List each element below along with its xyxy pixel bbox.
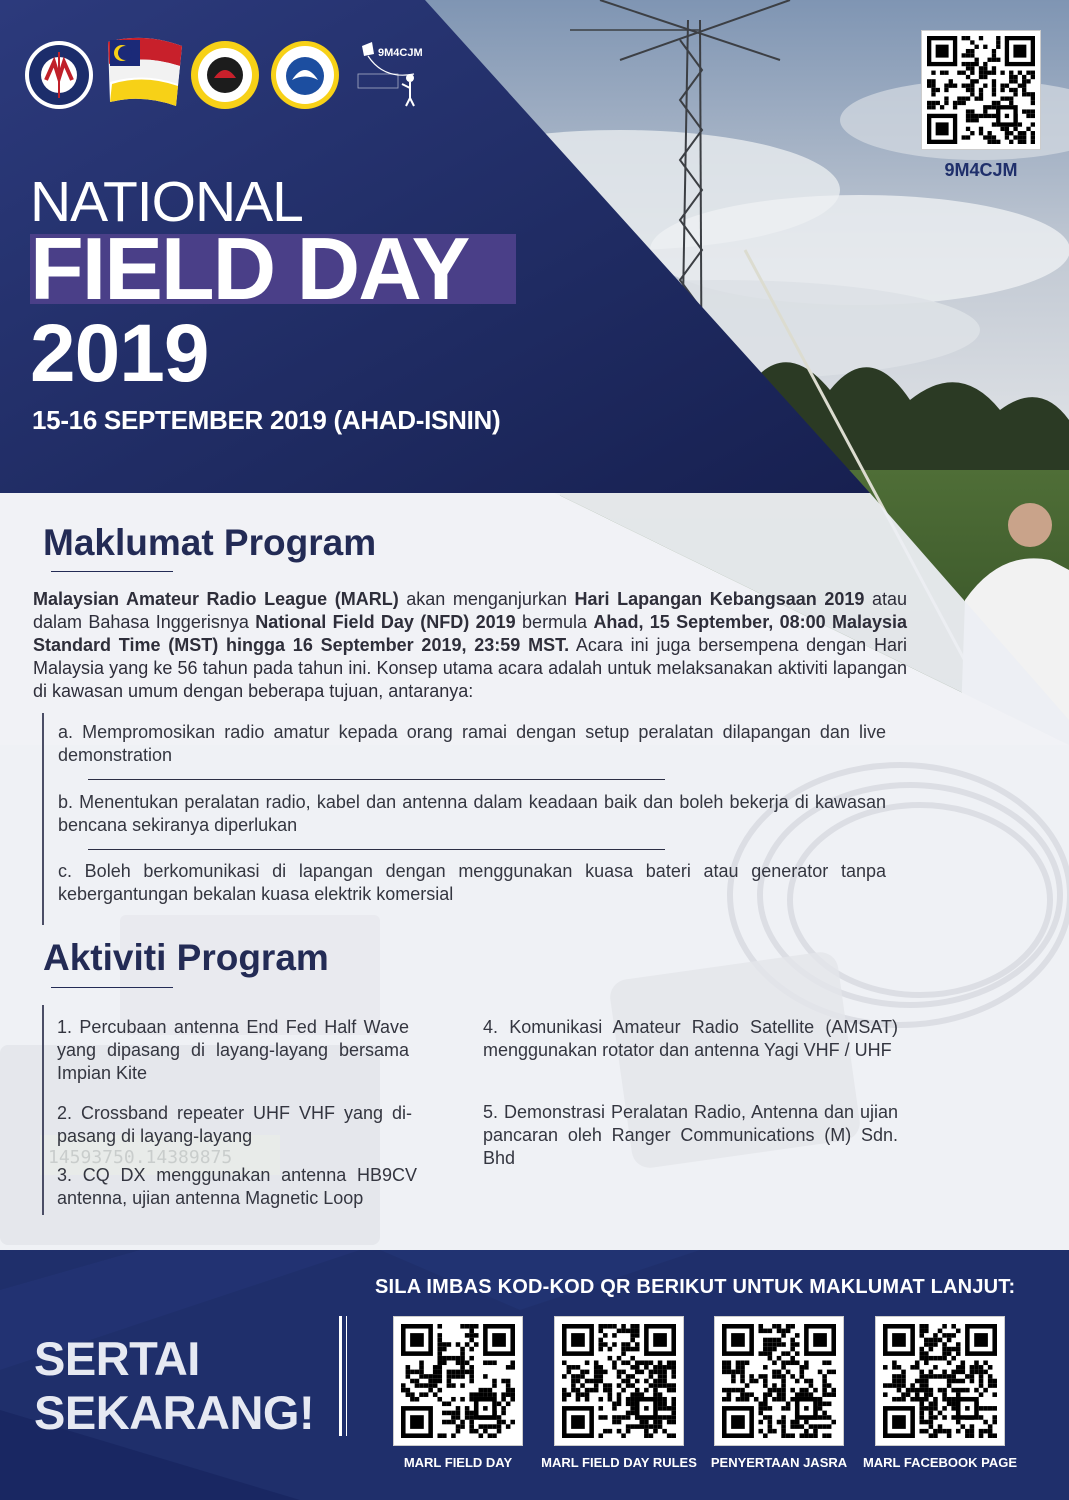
aktiviti-item-5: 5. Demonstrasi Peralatan Radio, Antenna dan ujian pancaran oleh Ranger Communications (M) Sdn. Bhd [483,1102,898,1168]
qr-icon [927,36,1035,144]
qr-caption-marl-rules: MARL FIELD DAY RULES [541,1455,697,1470]
cta-line-1: SERTAI [34,1332,200,1385]
item-separator [88,779,665,780]
maklumat-item-b: b. Menentukan peralatan radio, kabel dan antenna dalam keadaan baik dan boleh bekerja di kawasan bencana sekiranya diperlukan [58,792,886,835]
intro-text: bermula [515,612,594,632]
qr-prompt-text: SILA IMBAS KOD-KOD QR BERIKUT UNTUK MAKLUMAT LANJUT: [375,1276,1016,1298]
marl-emblem-icon [24,40,94,110]
maklumat-underline [51,571,173,572]
kite-antenna-icon [354,40,426,108]
title-national: NATIONAL [30,170,303,234]
intro-text: atau dalam Bahasa Inggerisnya [33,589,908,632]
intro-text: Acara ini juga bersempena dengan Hari Malaysia yang ke 56 tahun pada tahun ini. Konsep utama acara adalah untuk melaksanakan aktiviti lapangan di kawasan umum dengan beberapa tujuan, antaranya: [33,635,907,701]
qr-caption-marl-field-day: MARL FIELD DAY [403,1455,513,1470]
qr-caption-jasra: PENYERTAAN JASRA [710,1455,848,1470]
maklumat-item-c: c. Boleh berkomunikasi di lapangan dengan menggunakan kuasa bateri atau generator tanpa kebergantungan bekalan kuasa elektrik komersial [58,861,886,904]
maklumat-list-bar [42,713,44,925]
qr-caption-facebook: MARL FACEBOOK PAGE [862,1455,1018,1470]
qr-code-callsign[interactable] [921,30,1041,150]
title-field-day: FIELD DAY [30,219,469,318]
maklumat-intro [33,588,907,703]
intro-emphasis: Malaysian Amateur Radio League (MARL) [33,589,399,609]
intro-emphasis: Ahad, 15 September, 08:00 Malaysia Standard Time (MST) hingga 16 September 2019, 23:59 MST. [33,612,908,655]
intro-text: akan menganjurkan [398,589,575,609]
aktiviti-item-1: 1. Percubaan antenna End Fed Half Wave yang dipasang di layang-layang bersama Impian Kite [57,1017,409,1083]
qr-icon [401,1324,515,1438]
maklumat-item-a: a. Mempromosikan radio amatur kepada orang ramai dengan setup peralatan dilapangan dan live demonstration [58,722,886,765]
qr-code-marl-rules[interactable] [554,1316,684,1446]
aktiviti-list-bar [42,1005,44,1215]
svg-text:9M4CJM: 9M4CJM [378,47,423,59]
footer-divider-thin [346,1316,347,1436]
qr-icon [722,1324,836,1438]
event-date: 15-16 SEPTEMBER 2019 (AHAD-ISNIN) [32,405,501,435]
johor-club-logo [190,40,260,110]
aktiviti-item-2: 2. Crossband repeater UHF VHF yang di- pasang di layang-layang [57,1103,412,1146]
qr-code-jasra[interactable] [714,1316,844,1446]
cta-join-now [34,1332,314,1440]
malaysia-flag-icon [104,36,184,108]
cta-line-2: SEKARANG! [34,1386,315,1439]
intro-emphasis: Hari Lapangan Kebangsaan 2019 [574,589,865,609]
qr-icon [562,1324,676,1438]
item-separator [88,849,665,850]
aktiviti-underline [51,987,173,988]
qr-code-facebook[interactable] [875,1316,1005,1446]
jebat-dx-club-icon [270,40,340,110]
jebat-dx-logo [270,40,340,110]
qr-callsign-label: 9M4CJM [944,160,1018,180]
nfd-flag-logo [104,36,184,108]
qr-icon [883,1324,997,1438]
qr-code-marl-field-day[interactable] [393,1316,523,1446]
marl-logo [24,40,94,110]
intro-emphasis: National Field Day (NFD) 2019 [255,612,516,632]
aktiviti-heading: Aktiviti Program [43,937,329,978]
johor-club-icon [190,40,260,110]
footer-divider [339,1316,342,1436]
aktiviti-item-4: 4. Komunikasi Amateur Radio Satellite (AMSAT) menggunakan rotator dan antenna Yagi VHF / UHF [483,1017,898,1060]
maklumat-heading: Maklumat Program [43,522,377,563]
kite-antenna-logo [354,40,426,108]
aktiviti-item-3: 3. CQ DX menggunakan antenna HB9CV antenna, ujian antenna Magnetic Loop [57,1165,417,1208]
title-year: 2019 [30,308,209,399]
